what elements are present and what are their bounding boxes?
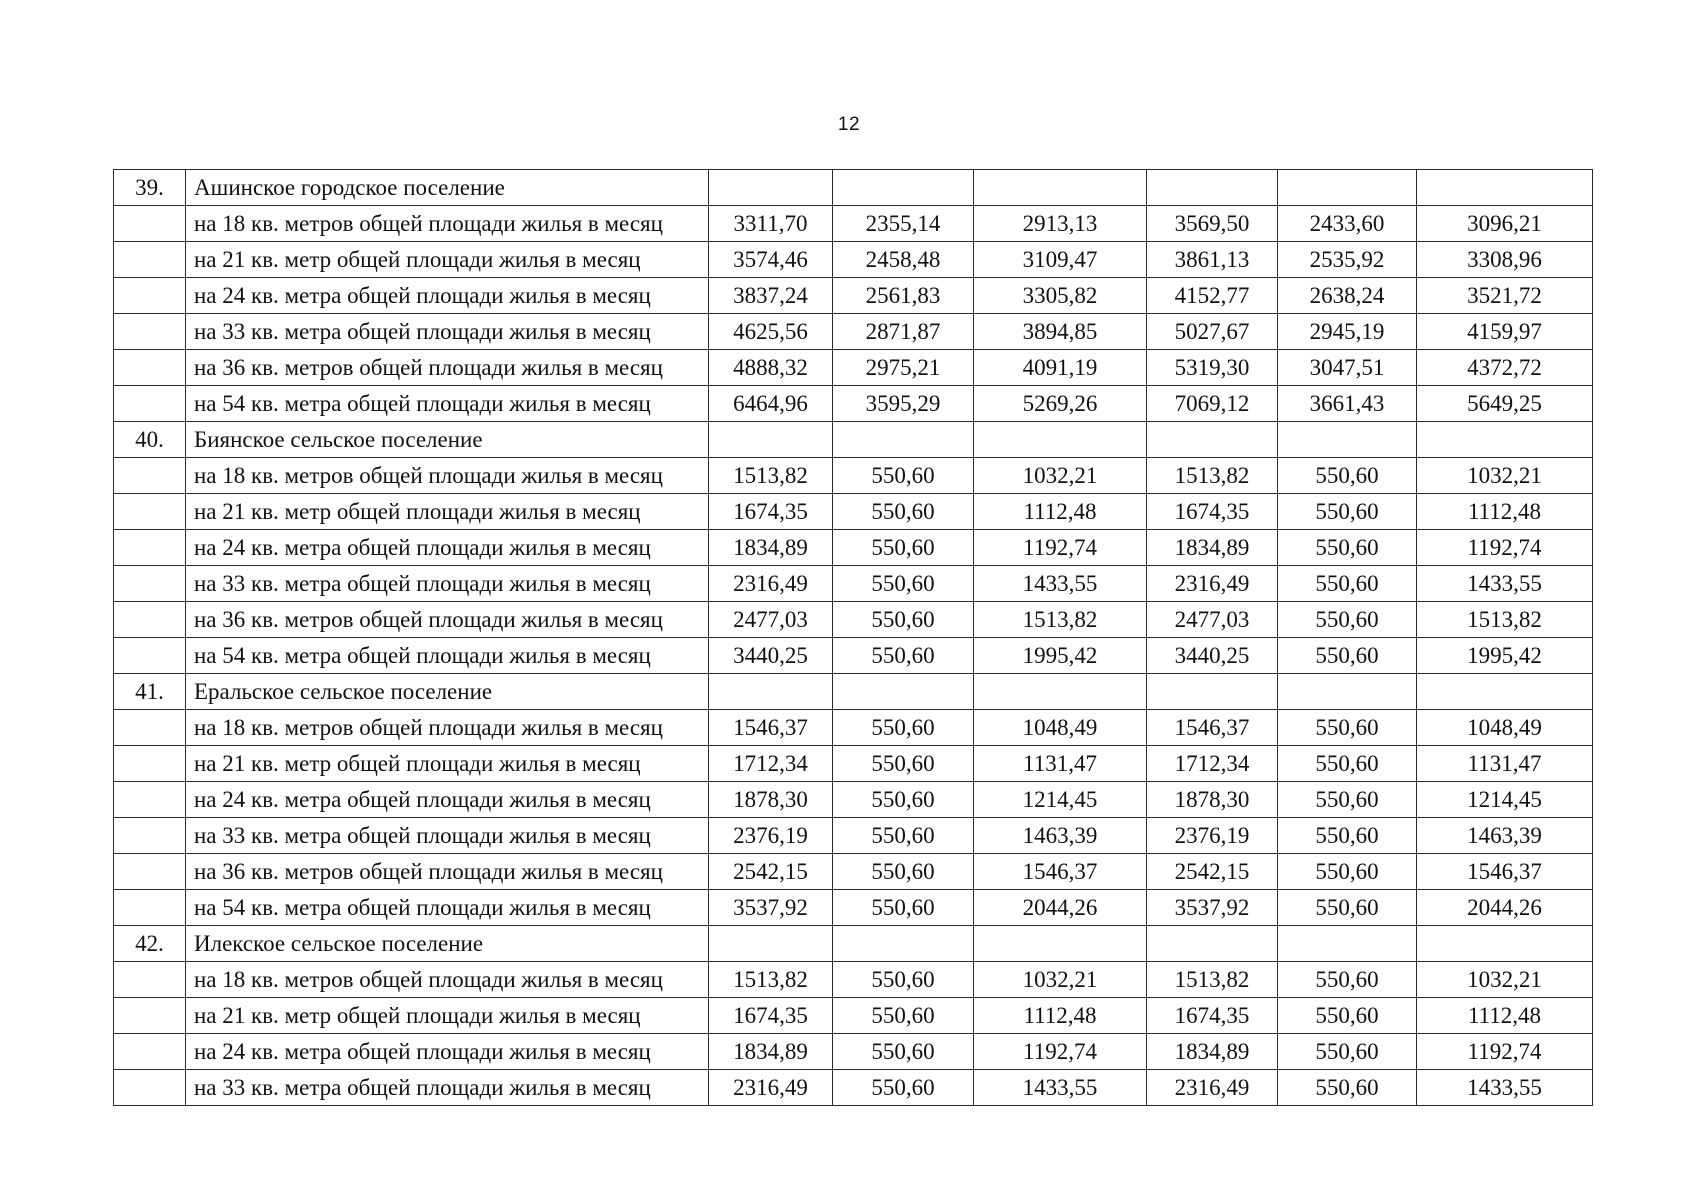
empty-number-cell: [114, 314, 186, 350]
value-cell: 550,60: [833, 962, 974, 998]
value-cell: 4372,72: [1417, 350, 1593, 386]
empty-cell: [833, 170, 974, 206]
value-cell: 1834,89: [1147, 530, 1278, 566]
area-norm-label: на 33 кв. метра общей площади жилья в месяц: [186, 818, 709, 854]
table-row: [114, 746, 1593, 782]
value-cell: 550,60: [833, 818, 974, 854]
value-cell: 1546,37: [974, 854, 1147, 890]
value-cell: 3440,25: [1147, 638, 1278, 674]
empty-number-cell: [114, 386, 186, 422]
value-cell: 2316,49: [709, 1070, 833, 1106]
empty-number-cell: [114, 710, 186, 746]
empty-cell: [1278, 422, 1417, 458]
value-cell: 1131,47: [1417, 746, 1593, 782]
value-cell: 2871,87: [833, 314, 974, 350]
value-cell: 1513,82: [974, 602, 1147, 638]
value-cell: 1674,35: [709, 998, 833, 1034]
value-cell: 3569,50: [1147, 206, 1278, 242]
value-cell: 1192,74: [1417, 530, 1593, 566]
value-cell: 2458,48: [833, 242, 974, 278]
settlement-name: Илекское сельское поселение: [186, 926, 709, 962]
area-norm-label: на 36 кв. метров общей площади жилья в месяц: [186, 602, 709, 638]
value-cell: 1834,89: [1147, 1034, 1278, 1070]
value-cell: 1513,82: [1147, 458, 1278, 494]
value-cell: 3537,92: [709, 890, 833, 926]
area-norm-label: на 24 кв. метра общей площади жилья в месяц: [186, 1034, 709, 1070]
value-cell: 1463,39: [974, 818, 1147, 854]
empty-number-cell: [114, 206, 186, 242]
value-cell: 5027,67: [1147, 314, 1278, 350]
value-cell: 4159,97: [1417, 314, 1593, 350]
table-row: [114, 386, 1593, 422]
value-cell: 1513,82: [709, 458, 833, 494]
value-cell: 3521,72: [1417, 278, 1593, 314]
value-cell: 1433,55: [1417, 566, 1593, 602]
value-cell: 2316,49: [1147, 566, 1278, 602]
value-cell: 550,60: [1278, 746, 1417, 782]
value-cell: 2542,15: [1147, 854, 1278, 890]
empty-cell: [974, 422, 1147, 458]
area-norm-label: на 18 кв. метров общей площади жилья в месяц: [186, 710, 709, 746]
value-cell: 6464,96: [709, 386, 833, 422]
value-cell: 2433,60: [1278, 206, 1417, 242]
empty-cell: [833, 926, 974, 962]
table-row: [114, 962, 1593, 998]
value-cell: 2044,26: [974, 890, 1147, 926]
value-cell: 3096,21: [1417, 206, 1593, 242]
value-cell: 1112,48: [1417, 998, 1593, 1034]
row-number: 42.: [114, 926, 186, 962]
area-norm-label: на 36 кв. метров общей площади жилья в месяц: [186, 350, 709, 386]
value-cell: 3837,24: [709, 278, 833, 314]
empty-cell: [1417, 170, 1593, 206]
value-cell: 1546,37: [1147, 710, 1278, 746]
value-cell: 550,60: [833, 530, 974, 566]
value-cell: 5649,25: [1417, 386, 1593, 422]
value-cell: 1433,55: [974, 566, 1147, 602]
value-cell: 1112,48: [974, 494, 1147, 530]
value-cell: 3861,13: [1147, 242, 1278, 278]
value-cell: 1463,39: [1417, 818, 1593, 854]
empty-number-cell: [114, 350, 186, 386]
empty-cell: [709, 170, 833, 206]
table-row: [114, 854, 1593, 890]
empty-cell: [1417, 674, 1593, 710]
value-cell: 550,60: [1278, 890, 1417, 926]
value-cell: 4888,32: [709, 350, 833, 386]
empty-number-cell: [114, 962, 186, 998]
value-cell: 550,60: [1278, 782, 1417, 818]
value-cell: 550,60: [833, 854, 974, 890]
table-row: [114, 530, 1593, 566]
empty-number-cell: [114, 854, 186, 890]
empty-cell: [1278, 674, 1417, 710]
area-norm-label: на 54 кв. метра общей площади жилья в месяц: [186, 890, 709, 926]
value-cell: 550,60: [833, 566, 974, 602]
settlement-name: Ашинское городское поселение: [186, 170, 709, 206]
empty-number-cell: [114, 1070, 186, 1106]
value-cell: 3661,43: [1278, 386, 1417, 422]
value-cell: 1546,37: [1417, 854, 1593, 890]
area-norm-label: на 33 кв. метра общей площади жилья в месяц: [186, 1070, 709, 1106]
area-norm-label: на 24 кв. метра общей площади жилья в месяц: [186, 782, 709, 818]
value-cell: 1112,48: [974, 998, 1147, 1034]
value-cell: 2477,03: [1147, 602, 1278, 638]
value-cell: 1674,35: [1147, 998, 1278, 1034]
value-cell: 2913,13: [974, 206, 1147, 242]
table-row: [114, 350, 1593, 386]
value-cell: 1995,42: [1417, 638, 1593, 674]
value-cell: 1433,55: [1417, 1070, 1593, 1106]
empty-cell: [1147, 170, 1278, 206]
value-cell: 5319,30: [1147, 350, 1278, 386]
area-norm-label: на 21 кв. метр общей площади жилья в месяц: [186, 494, 709, 530]
value-cell: 1192,74: [974, 530, 1147, 566]
empty-cell: [1417, 926, 1593, 962]
value-cell: 3308,96: [1417, 242, 1593, 278]
empty-number-cell: [114, 998, 186, 1034]
empty-cell: [709, 422, 833, 458]
empty-number-cell: [114, 494, 186, 530]
table-row: [114, 458, 1593, 494]
value-cell: 1834,89: [709, 530, 833, 566]
area-norm-label: на 33 кв. метра общей площади жилья в месяц: [186, 566, 709, 602]
area-norm-label: на 54 кв. метра общей площади жилья в месяц: [186, 386, 709, 422]
value-cell: 2477,03: [709, 602, 833, 638]
table-row: [114, 998, 1593, 1034]
table-row: [114, 1070, 1593, 1106]
table-row: [114, 1034, 1593, 1070]
empty-number-cell: [114, 530, 186, 566]
table-row: [114, 890, 1593, 926]
value-cell: 3440,25: [709, 638, 833, 674]
area-norm-label: на 18 кв. метров общей площади жилья в месяц: [186, 962, 709, 998]
value-cell: 550,60: [1278, 962, 1417, 998]
table-row: [114, 602, 1593, 638]
empty-number-cell: [114, 242, 186, 278]
table-row: [114, 278, 1593, 314]
empty-cell: [1147, 674, 1278, 710]
value-cell: 550,60: [833, 494, 974, 530]
value-cell: 550,60: [1278, 854, 1417, 890]
value-cell: 1513,82: [709, 962, 833, 998]
table-row: [114, 710, 1593, 746]
row-number: 40.: [114, 422, 186, 458]
empty-cell: [1147, 422, 1278, 458]
table-row: [114, 494, 1593, 530]
value-cell: 1048,49: [974, 710, 1147, 746]
value-cell: 550,60: [833, 638, 974, 674]
value-cell: 1712,34: [1147, 746, 1278, 782]
empty-number-cell: [114, 782, 186, 818]
empty-cell: [1278, 926, 1417, 962]
value-cell: 1032,21: [974, 458, 1147, 494]
value-cell: 1712,34: [709, 746, 833, 782]
value-cell: 3305,82: [974, 278, 1147, 314]
value-cell: 2561,83: [833, 278, 974, 314]
value-cell: 1513,82: [1147, 962, 1278, 998]
settlement-header-row: [114, 422, 1593, 458]
area-norm-label: на 18 кв. метров общей площади жилья в месяц: [186, 206, 709, 242]
area-norm-label: на 54 кв. метра общей площади жилья в месяц: [186, 638, 709, 674]
value-cell: 1834,89: [709, 1034, 833, 1070]
empty-cell: [833, 422, 974, 458]
value-cell: 1433,55: [974, 1070, 1147, 1106]
empty-cell: [1417, 422, 1593, 458]
area-norm-label: на 21 кв. метр общей площади жилья в месяц: [186, 746, 709, 782]
value-cell: 5269,26: [974, 386, 1147, 422]
table-row: [114, 314, 1593, 350]
value-cell: 3047,51: [1278, 350, 1417, 386]
value-cell: 3109,47: [974, 242, 1147, 278]
value-cell: 550,60: [833, 998, 974, 1034]
row-number: 41.: [114, 674, 186, 710]
value-cell: 550,60: [833, 1034, 974, 1070]
value-cell: 3574,46: [709, 242, 833, 278]
value-cell: 550,60: [833, 710, 974, 746]
value-cell: 550,60: [1278, 1034, 1417, 1070]
empty-number-cell: [114, 458, 186, 494]
value-cell: 3537,92: [1147, 890, 1278, 926]
value-cell: 2638,24: [1278, 278, 1417, 314]
empty-cell: [833, 674, 974, 710]
value-cell: 550,60: [1278, 530, 1417, 566]
value-cell: 1214,45: [1417, 782, 1593, 818]
value-cell: 1192,74: [1417, 1034, 1593, 1070]
value-cell: 2376,19: [1147, 818, 1278, 854]
value-cell: 1032,21: [974, 962, 1147, 998]
empty-number-cell: [114, 746, 186, 782]
area-norm-label: на 24 кв. метра общей площади жилья в месяц: [186, 530, 709, 566]
area-norm-label: на 18 кв. метров общей площади жилья в месяц: [186, 458, 709, 494]
row-number: 39.: [114, 170, 186, 206]
value-cell: 1048,49: [1417, 710, 1593, 746]
empty-number-cell: [114, 602, 186, 638]
value-cell: 1214,45: [974, 782, 1147, 818]
value-cell: 3894,85: [974, 314, 1147, 350]
empty-number-cell: [114, 818, 186, 854]
value-cell: 4625,56: [709, 314, 833, 350]
empty-number-cell: [114, 1034, 186, 1070]
empty-cell: [974, 926, 1147, 962]
empty-cell: [974, 674, 1147, 710]
value-cell: 550,60: [833, 746, 974, 782]
value-cell: 2044,26: [1417, 890, 1593, 926]
value-cell: 1032,21: [1417, 962, 1593, 998]
value-cell: 550,60: [1278, 710, 1417, 746]
value-cell: 550,60: [1278, 494, 1417, 530]
value-cell: 2376,19: [709, 818, 833, 854]
value-cell: 4152,77: [1147, 278, 1278, 314]
value-cell: 550,60: [833, 1070, 974, 1106]
value-cell: 550,60: [833, 458, 974, 494]
settlement-header-row: [114, 926, 1593, 962]
empty-cell: [974, 170, 1147, 206]
value-cell: 1674,35: [709, 494, 833, 530]
value-cell: 2542,15: [709, 854, 833, 890]
value-cell: 1878,30: [709, 782, 833, 818]
empty-number-cell: [114, 890, 186, 926]
value-cell: 4091,19: [974, 350, 1147, 386]
empty-cell: [1278, 170, 1417, 206]
area-norm-label: на 36 кв. метров общей площади жилья в месяц: [186, 854, 709, 890]
tariff-table-body: [114, 170, 1593, 1106]
empty-number-cell: [114, 278, 186, 314]
value-cell: 1995,42: [974, 638, 1147, 674]
table-row: [114, 638, 1593, 674]
value-cell: 3311,70: [709, 206, 833, 242]
value-cell: 550,60: [833, 782, 974, 818]
value-cell: 550,60: [1278, 998, 1417, 1034]
settlement-header-row: [114, 170, 1593, 206]
value-cell: 1674,35: [1147, 494, 1278, 530]
value-cell: 2975,21: [833, 350, 974, 386]
table-row: [114, 206, 1593, 242]
value-cell: 1192,74: [974, 1034, 1147, 1070]
value-cell: 2316,49: [709, 566, 833, 602]
value-cell: 1878,30: [1147, 782, 1278, 818]
value-cell: 1112,48: [1417, 494, 1593, 530]
value-cell: 550,60: [1278, 818, 1417, 854]
empty-cell: [1147, 926, 1278, 962]
tariff-table: [113, 169, 1593, 1106]
table-row: [114, 818, 1593, 854]
area-norm-label: на 24 кв. метра общей площади жилья в месяц: [186, 278, 709, 314]
value-cell: 2316,49: [1147, 1070, 1278, 1106]
value-cell: 3595,29: [833, 386, 974, 422]
value-cell: 550,60: [1278, 1070, 1417, 1106]
value-cell: 550,60: [1278, 638, 1417, 674]
value-cell: 2355,14: [833, 206, 974, 242]
value-cell: 1513,82: [1417, 602, 1593, 638]
settlement-header-row: [114, 674, 1593, 710]
empty-number-cell: [114, 638, 186, 674]
page-number: 12: [837, 114, 861, 135]
value-cell: 2945,19: [1278, 314, 1417, 350]
value-cell: 1032,21: [1417, 458, 1593, 494]
value-cell: 550,60: [1278, 602, 1417, 638]
value-cell: 2535,92: [1278, 242, 1417, 278]
table-row: [114, 782, 1593, 818]
area-norm-label: на 21 кв. метр общей площади жилья в месяц: [186, 242, 709, 278]
empty-number-cell: [114, 566, 186, 602]
table-row: [114, 242, 1593, 278]
value-cell: 550,60: [1278, 458, 1417, 494]
table-row: [114, 566, 1593, 602]
area-norm-label: на 21 кв. метр общей площади жилья в месяц: [186, 998, 709, 1034]
area-norm-label: на 33 кв. метра общей площади жилья в месяц: [186, 314, 709, 350]
value-cell: 1131,47: [974, 746, 1147, 782]
value-cell: 1546,37: [709, 710, 833, 746]
value-cell: 550,60: [833, 890, 974, 926]
value-cell: 550,60: [1278, 566, 1417, 602]
empty-cell: [709, 674, 833, 710]
settlement-name: Еральское сельское поселение: [186, 674, 709, 710]
value-cell: 7069,12: [1147, 386, 1278, 422]
value-cell: 550,60: [833, 602, 974, 638]
settlement-name: Биянское сельское поселение: [186, 422, 709, 458]
empty-cell: [709, 926, 833, 962]
